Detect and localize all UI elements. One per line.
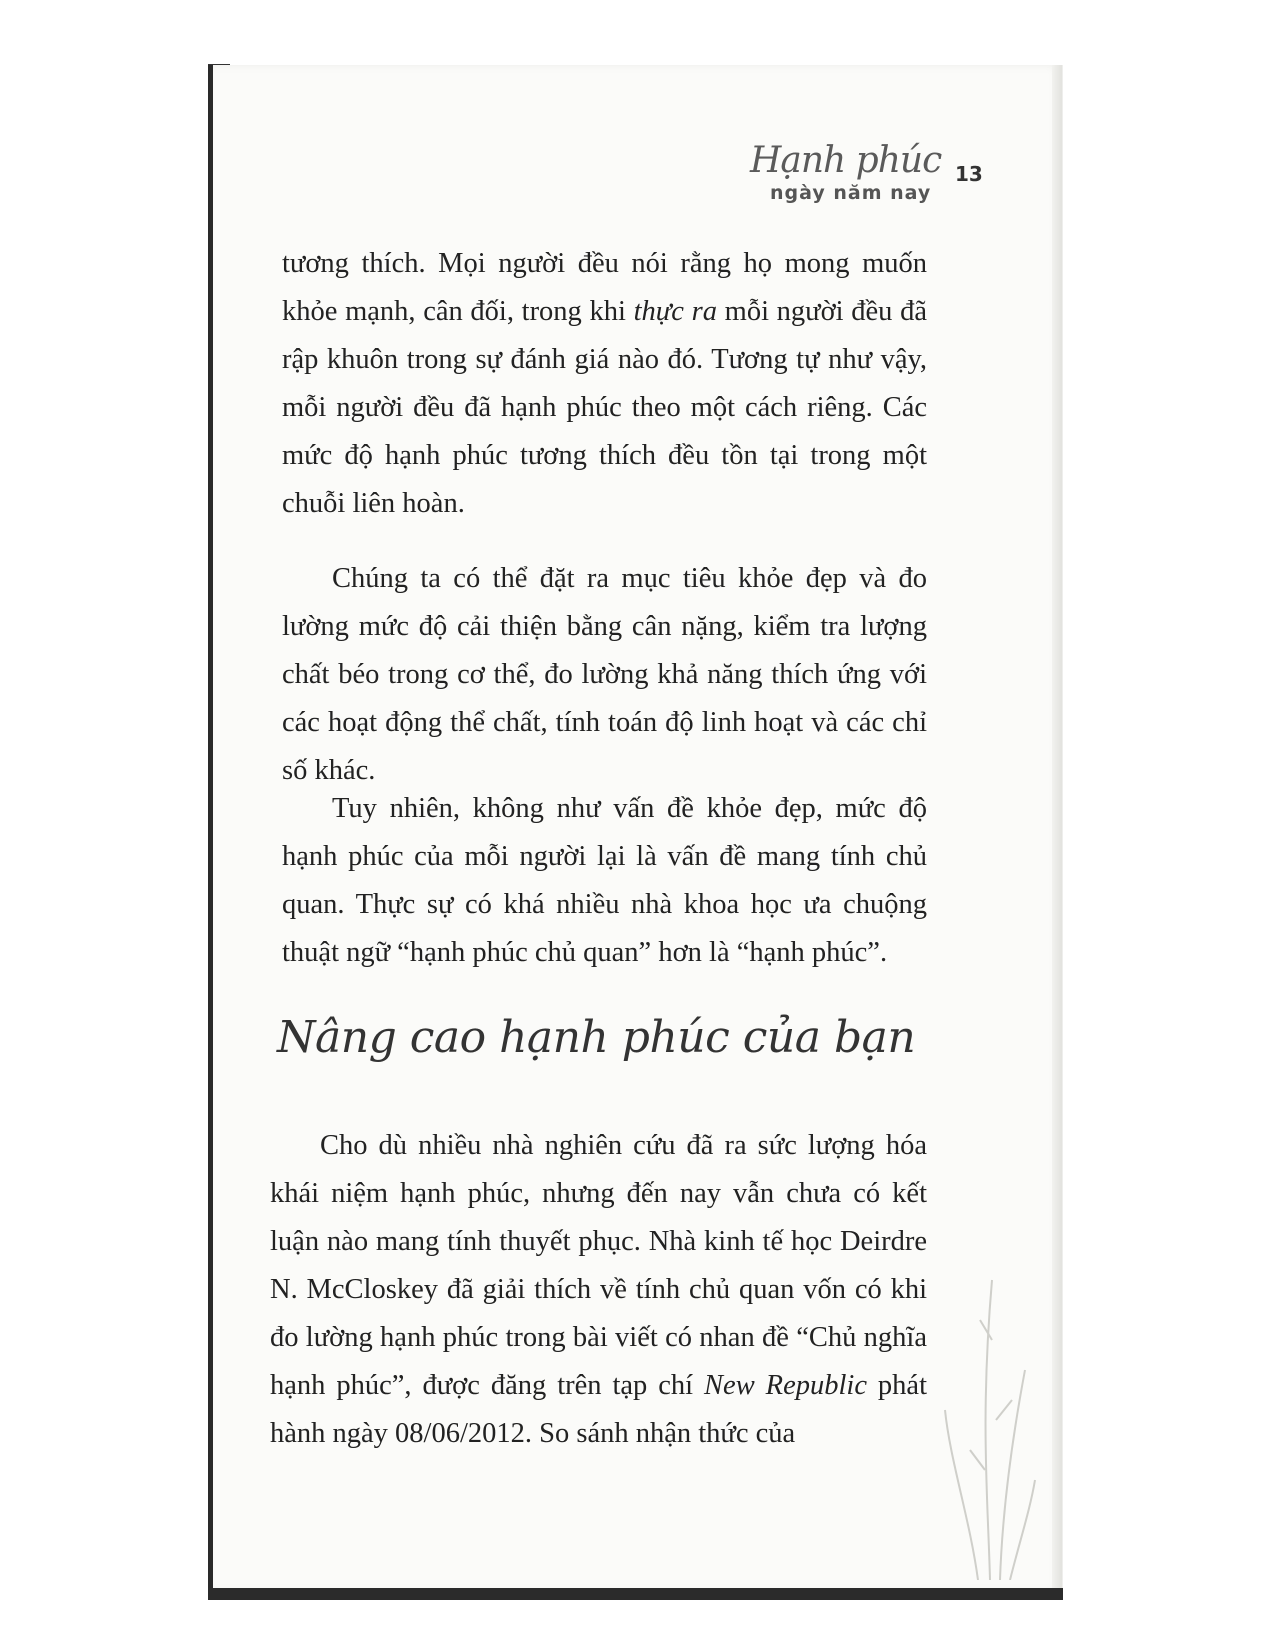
- paragraph-4-text-b: phát hành ngày 08/06/2012. So sánh nhận thức của: [270, 1370, 927, 1449]
- page-right-shadow: [1052, 65, 1062, 1592]
- paragraph-2-text: Chúng ta có thể đặt ra mục tiêu khỏe đẹp và đo lường mức độ cải thiện bằng cân nặng, kiểm tra lượng chất béo trong cơ thể, đo lường khả năng thích ứng với các hoạt động thể chất, tính toán độ linh hoạt và các chỉ số khác.: [282, 563, 927, 786]
- paragraph-1: [282, 240, 927, 528]
- paragraph-1-text-a: tương thích. Mọi người đều nói rằng họ mong muốn khỏe mạnh, cân đối, trong khi: [282, 248, 927, 327]
- running-title: Hạnh phúc: [750, 140, 942, 181]
- paragraph-4: [270, 1122, 927, 1458]
- paragraph-2: [282, 555, 927, 795]
- paragraph-1-italic: thực ra: [633, 296, 717, 327]
- page-number: 13: [955, 162, 983, 186]
- book-bottom-edge: [208, 1588, 1063, 1600]
- paragraph-4-text-a: Cho dù nhiều nhà nghiên cứu đã ra sức lượng hóa khái niệm hạnh phúc, nhưng đến nay vẫn chưa có kết luận nào mang tính thuyết phục. Nhà kinh tế học Deirdre N. McCloskey đã giải thích về tính chủ quan vốn có khi đo lường hạnh phúc trong bài viết có nhan đề “Chủ nghĩa hạnh phúc”, được đăng trên tạp chí: [270, 1130, 927, 1401]
- paragraph-1-text-b: mỗi người đều đã rập khuôn trong sự đánh giá nào đó. Tương tự như vậy, mỗi người đều đã hạnh phúc theo một cách riêng. Các mức độ hạnh phúc tương thích đều tồn tại trong một chuỗi liên hoàn.: [282, 296, 928, 519]
- paragraph-3-text: Tuy nhiên, không như vấn đề khỏe đẹp, mức độ hạnh phúc của mỗi người lại là vấn đề mang tính chủ quan. Thực sự có khá nhiều nhà khoa học ưa chuộng thuật ngữ “hạnh phúc chủ quan” hơn là “hạnh phúc”.: [282, 793, 927, 968]
- paragraph-3: [282, 785, 927, 977]
- section-heading: Nâng cao hạnh phúc của bạn: [277, 1012, 916, 1063]
- paragraph-4-italic: New Republic: [704, 1370, 867, 1401]
- running-subtitle: ngày năm nay: [770, 182, 932, 204]
- grass-illustration: [930, 1220, 1040, 1580]
